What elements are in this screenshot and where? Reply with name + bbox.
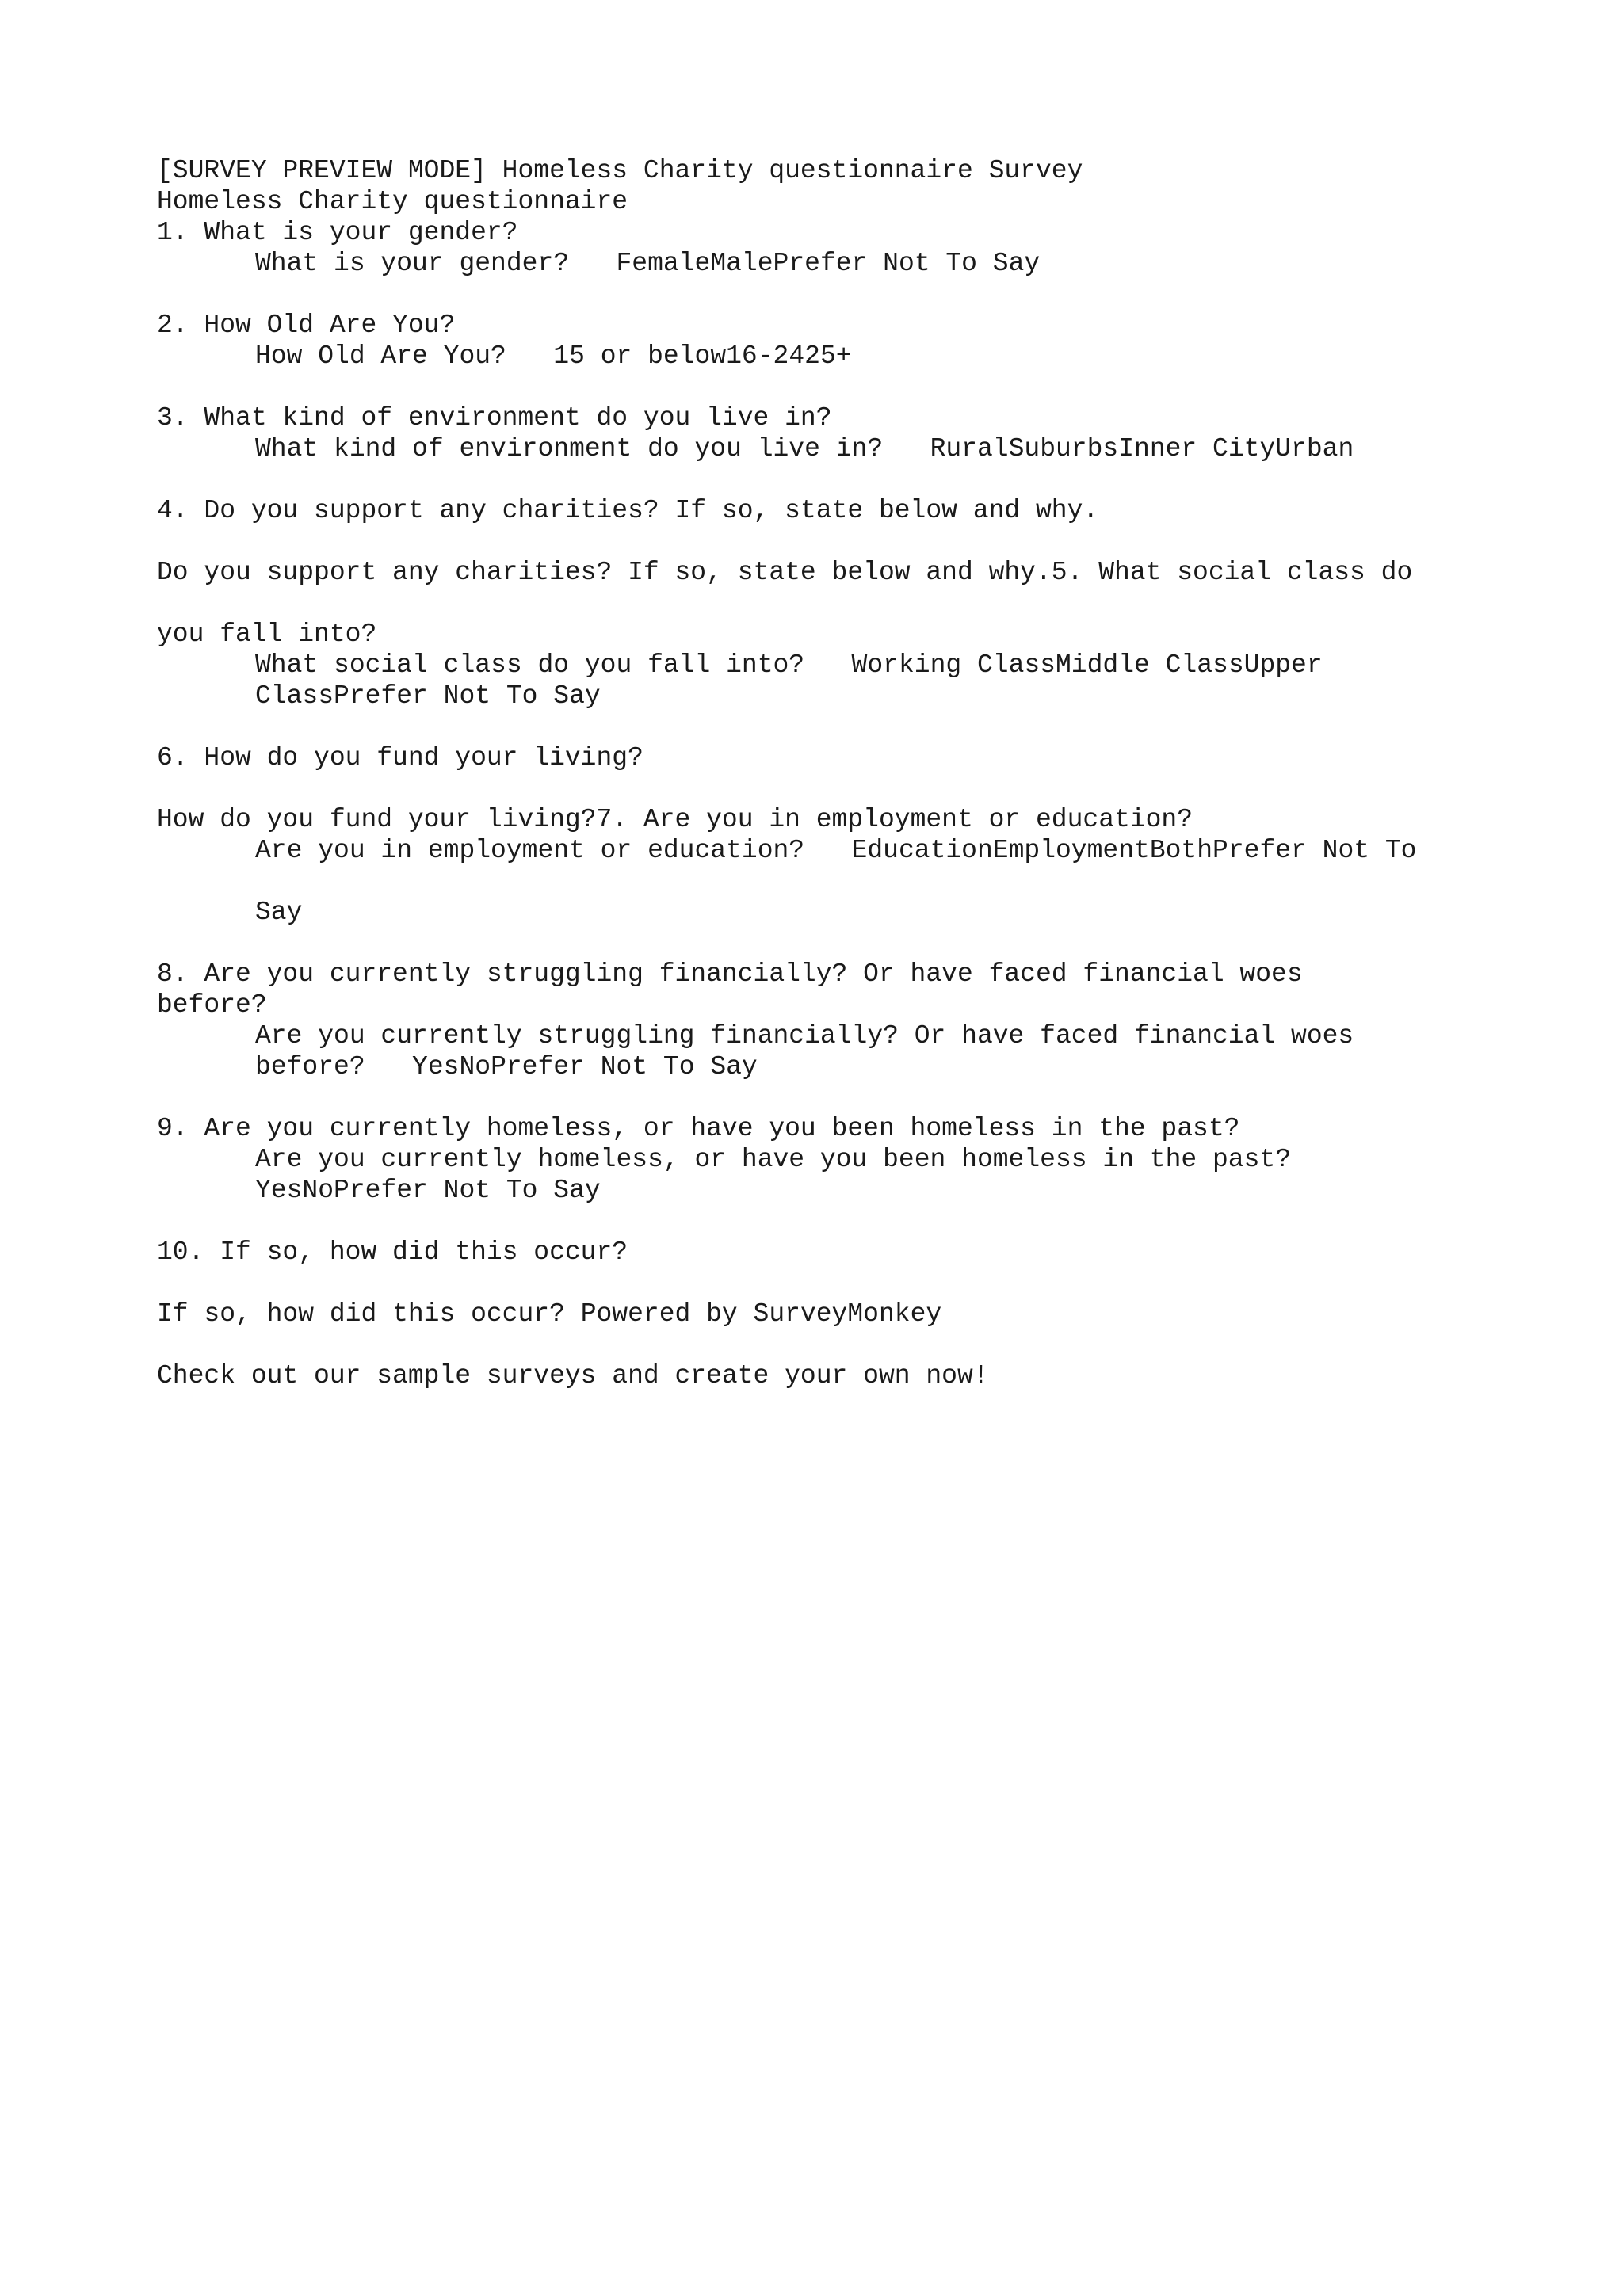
question-8-option-yes[interactable]: Yes	[412, 1052, 460, 1081]
question-5-option-upper-class-part1[interactable]: Upper	[1243, 650, 1323, 680]
survey-document	[157, 155, 1504, 1391]
question-9-option-yes[interactable]: Yes	[255, 1176, 303, 1205]
question-7-heading: 7. Are you in employment or education?	[596, 805, 1193, 834]
question-1-label: What is your gender?	[255, 249, 570, 278]
sample-surveys-link[interactable]: Check out our sample surveys and create your own now!	[157, 1361, 989, 1390]
question-8-option-prefer-not[interactable]: Prefer Not To Say	[491, 1052, 758, 1081]
question-7-row	[157, 835, 1504, 866]
question-3-heading: 3. What kind of environment do you live in?	[157, 403, 832, 433]
question-5-heading-part2: you fall into?	[157, 620, 377, 649]
question-2-heading: 2. How Old Are You?	[157, 311, 456, 340]
question-10-label: If so, how did this occur?	[157, 1299, 565, 1329]
question-1-heading: 1. What is your gender?	[157, 218, 518, 247]
question-4-heading: 4. Do you support any charities? If so, state below and why.	[157, 496, 1099, 525]
question-3-option-suburbs[interactable]: Suburbs	[1008, 434, 1119, 463]
question-6-row	[157, 804, 1504, 835]
question-2-option-25-plus[interactable]: 25+	[804, 341, 852, 371]
question-5-heading-part1: 5. What social class do	[1051, 558, 1413, 587]
question-3-row	[157, 433, 1504, 464]
question-4-row	[157, 557, 1504, 588]
question-6-label: How do you fund your living?	[157, 805, 597, 834]
question-5-option-working-class[interactable]: Working Class	[851, 650, 1056, 680]
question-1-option-female[interactable]: Female	[616, 249, 711, 278]
question-2-option-16-24[interactable]: 16-24	[726, 341, 805, 371]
question-8-option-no[interactable]: No	[459, 1052, 491, 1081]
question-1-option-prefer-not[interactable]: Prefer Not To Say	[773, 249, 1041, 278]
question-5-row	[157, 650, 1504, 681]
question-5-label: What social class do you fall into?	[255, 650, 805, 680]
question-3-label: What kind of environment do you live in?	[255, 434, 884, 463]
question-5-row-cont	[157, 681, 1504, 711]
question-7-option-both[interactable]: Both	[1149, 836, 1213, 865]
question-10-row	[157, 1299, 1504, 1329]
question-8-heading-part1: 8. Are you currently struggling financially? Or have faced financial woes	[157, 959, 1303, 989]
question-3-option-urban[interactable]: Urban	[1275, 434, 1354, 463]
question-5-option-prefer-not[interactable]: Prefer Not To Say	[334, 681, 601, 711]
question-3-option-rural[interactable]: Rural	[930, 434, 1009, 463]
question-4-label: Do you support any charities? If so, state below and why.	[157, 558, 1052, 587]
question-2-label: How Old Are You?	[255, 341, 506, 371]
question-9-option-prefer-not[interactable]: Prefer Not To Say	[334, 1176, 601, 1205]
powered-by-link[interactable]: Powered by SurveyMonkey	[580, 1299, 942, 1329]
preview-title: [SURVEY PREVIEW MODE] Homeless Charity questionnaire Survey	[157, 156, 1083, 185]
question-6-heading: 6. How do you fund your living?	[157, 743, 643, 772]
survey-title: Homeless Charity questionnaire	[157, 187, 628, 216]
question-10-heading: 10. If so, how did this occur?	[157, 1238, 628, 1267]
question-7-option-prefer-not-part2[interactable]: Say	[255, 898, 303, 927]
question-5-option-middle-class[interactable]: Middle Class	[1056, 650, 1244, 680]
question-8-label-part2: before?	[255, 1052, 365, 1081]
question-7-option-employment[interactable]: Employment	[992, 836, 1150, 865]
question-2-row	[157, 341, 1504, 372]
question-9-row	[157, 1175, 1504, 1206]
question-7-option-prefer-not-part1[interactable]: Prefer Not To	[1212, 836, 1417, 865]
question-7-option-education[interactable]: Education	[851, 836, 993, 865]
question-5-option-upper-class-part2[interactable]: Class	[255, 681, 334, 711]
question-3-option-inner-city[interactable]: Inner City	[1118, 434, 1276, 463]
question-1-row	[157, 248, 1504, 279]
question-1-option-male[interactable]: Male	[710, 249, 773, 278]
question-7-label: Are you in employment or education?	[255, 836, 805, 865]
question-9-option-no[interactable]: No	[302, 1176, 334, 1205]
question-8-label-part1: Are you currently struggling financially? Or have faced financial woes	[255, 1021, 1354, 1051]
question-8-heading-part2: before?	[157, 990, 267, 1020]
question-9-label: Are you currently homeless, or have you been homeless in the past?	[255, 1145, 1292, 1174]
question-2-option-15-or-below[interactable]: 15 or below	[553, 341, 727, 371]
question-9-heading: 9. Are you currently homeless, or have you been homeless in the past?	[157, 1114, 1240, 1143]
question-8-row	[157, 1051, 1504, 1082]
